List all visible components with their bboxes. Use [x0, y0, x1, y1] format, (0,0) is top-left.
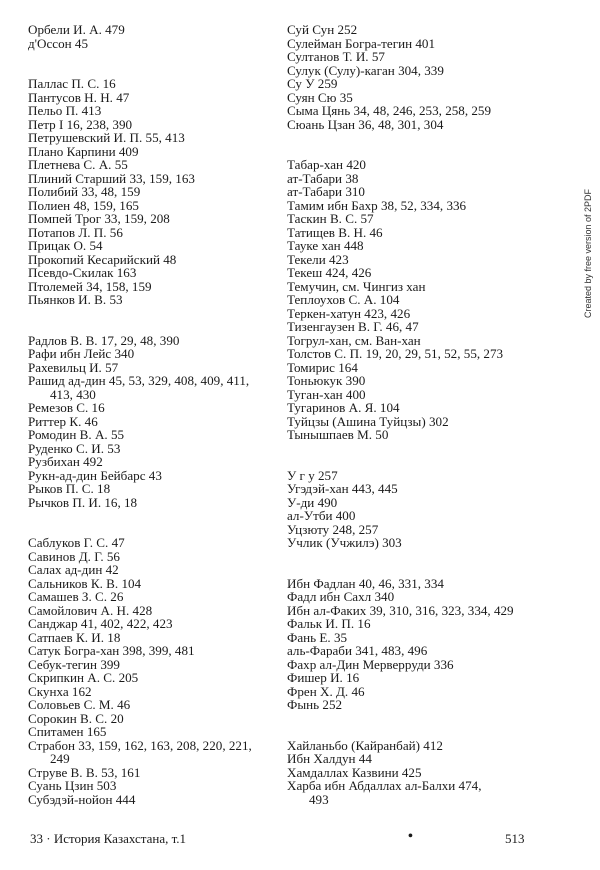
index-entry: Ибн Халдун 44 — [287, 751, 372, 766]
index-entry: Суй Сун 252 — [287, 22, 358, 37]
index-entry: Су У 259 — [287, 76, 338, 91]
entry-spacer — [287, 455, 559, 469]
index-entry: Толстов С. П. 19, 20, 29, 51, 52, 55, 273 — [287, 346, 504, 361]
index-entry: Соловьев С. М. 46 — [28, 697, 131, 712]
entry-spacer — [287, 712, 559, 726]
index-entry: Фальк И. П. 16 — [287, 616, 371, 631]
index-entry: Пьянков И. В. 53 — [28, 292, 123, 307]
index-entry: Тоньюкук 390 — [287, 373, 366, 388]
index-entry: Радлов В. В. 17, 29, 48, 390 — [28, 332, 180, 348]
index-entry: Скунха 162 — [28, 683, 92, 699]
index-entry: аль-Фараби 341, 483, 496 — [287, 643, 428, 658]
index-entry: Сальников К. В. 104 — [28, 575, 142, 591]
index-entry: Суань Цзин 503 — [28, 778, 117, 793]
index-entry: Тамим ибн Бахр 38, 52, 334, 336 — [287, 197, 467, 213]
index-entry: Прицак О. 54 — [28, 238, 103, 253]
index-entry: Себук-тегин 399 — [28, 656, 120, 672]
index-entry: Петр I 16, 238, 390 — [28, 116, 133, 132]
index-entry: Риттер К. 46 — [28, 413, 98, 429]
index-entry: Спитамен 165 — [28, 724, 107, 739]
index-entry: Уцзюту 248, 257 — [287, 521, 379, 537]
index-entry: Татищев В. Н. 46 — [287, 224, 383, 240]
index-entry: Скрипкин А. С. 205 — [28, 670, 139, 685]
index-entry: Потапов Л. П. 56 — [28, 224, 123, 240]
index-entry: Харба ибн Абдаллах ал-Балхи 474, — [287, 778, 482, 793]
index-entry: Томирис 164 — [287, 359, 358, 375]
index-entry: Хайланьбо (Кайранбай) 412 — [287, 737, 443, 753]
index-entry: Ремезов С. 16 — [28, 400, 105, 415]
index-entry: Сатпаев К. И. 18 — [28, 629, 121, 645]
index-entry: Сулук (Сулу)-каган 304, 339 — [287, 62, 444, 78]
entry-spacer — [287, 442, 559, 456]
index-entry: Фадл ибн Сахл 340 — [287, 589, 395, 604]
index-entry: Рузбихан 492 — [28, 454, 103, 469]
index-entry: Птолемей 34, 158, 159 — [28, 278, 152, 294]
index-entry: Туган-хан 400 — [287, 386, 366, 402]
index-entry: Сорокин В. С. 20 — [28, 710, 124, 726]
entry-spacer — [287, 725, 559, 739]
index-entry: Пантусов Н. Н. 47 — [28, 89, 130, 105]
entry-spacer — [287, 550, 559, 564]
index-entry: Рукн-ад-дин Бейбарс 43 — [28, 467, 162, 483]
index-entry: Саблуков Г. С. 47 — [28, 535, 125, 550]
index-entry: Фишер И. 16 — [287, 670, 360, 685]
entry-spacer — [28, 523, 300, 537]
index-entry: Сулейман Богра-тегин 401 — [287, 35, 436, 51]
index-entry: Тауке хан 448 — [287, 238, 364, 253]
index-entry: Рафи ибн Лейс 340 — [28, 346, 135, 361]
entry-spacer — [28, 320, 300, 334]
footer-signature: 33 · История Казахстана, т.1 — [30, 831, 187, 846]
index-entry: Тынышпаев М. 50 — [287, 427, 389, 442]
index-entry: Учлик (Учжилэ) 303 — [287, 535, 402, 550]
index-entry: Рычков П. И. 16, 18 — [28, 494, 138, 510]
index-entry: Тугаринов А. Я. 104 — [287, 400, 400, 415]
index-entry: Туйцзы (Ашина Туйцзы) 302 — [287, 413, 449, 429]
index-column-left — [28, 23, 300, 806]
index-entry: Фань Е. 35 — [287, 629, 348, 645]
entry-spacer — [287, 145, 559, 159]
index-entry-continuation: 413, 430 — [50, 386, 96, 402]
index-entry: Теркен-хатун 423, 426 — [287, 305, 411, 321]
index-entry: Псевдо-Скилак 163 — [28, 265, 137, 280]
index-entry: Рахевильц И. 57 — [28, 359, 119, 375]
index-entry-continuation: 249 — [50, 751, 70, 766]
index-column-right — [287, 23, 559, 806]
index-entry: д'Оссон 45 — [28, 35, 89, 51]
index-entry: Тогрул-хан, см. Ван-хан — [287, 332, 421, 348]
index-entry: Салах ад-дин 42 — [28, 562, 119, 577]
index-entry: Ромодин В. А. 55 — [28, 427, 125, 442]
index-entry: Пельо П. 413 — [28, 103, 102, 118]
entry-spacer — [28, 307, 300, 321]
index-entry: Хамдаллах Казвини 425 — [287, 764, 422, 780]
index-entry: ал-Утби 400 — [287, 508, 356, 523]
footer-dot: • — [408, 829, 413, 844]
index-entry: Орбели И. А. 479 — [28, 22, 125, 37]
index-entry: Угэдэй-хан 443, 445 — [287, 481, 398, 496]
entry-spacer — [287, 563, 559, 577]
index-entry: Субэдэй-нойон 444 — [28, 791, 136, 807]
index-entry: Сыма Цянь 34, 48, 246, 253, 258, 259 — [287, 103, 492, 118]
index-entry: Полиен 48, 159, 165 — [28, 197, 139, 213]
index-entry: Плетнева С. А. 55 — [28, 157, 128, 172]
index-entry: Сюань Цзан 36, 48, 301, 304 — [287, 116, 444, 132]
index-entry: Полибий 33, 48, 159 — [28, 184, 141, 199]
index-entry: Петрушевский И. П. 55, 413 — [28, 130, 185, 145]
index-entry: Прокопий Кесарийский 48 — [28, 251, 177, 267]
index-entry: ат-Табари 310 — [287, 184, 365, 199]
index-entry: У г у 257 — [287, 467, 338, 483]
index-entry: Рыков П. С. 18 — [28, 481, 111, 496]
index-entry: Султанов Т. И. 57 — [287, 49, 385, 64]
index-entry: Паллас П. С. 16 — [28, 76, 116, 91]
index-entry: Таскин В. С. 57 — [287, 211, 374, 226]
index-entry: Помпей Трог 33, 159, 208 — [28, 211, 170, 226]
index-entry-continuation: 493 — [309, 791, 329, 807]
index-entry: Текели 423 — [287, 251, 349, 267]
index-entry: Ибн Фадлан 40, 46, 331, 334 — [287, 575, 444, 591]
entry-spacer — [28, 509, 300, 523]
entry-spacer — [287, 131, 559, 145]
index-entry: Темучин, см. Чингиз хан — [287, 278, 426, 294]
index-entry: Суян Сю 35 — [287, 89, 353, 105]
page-number: 513 — [505, 831, 525, 846]
index-entry: Струве В. В. 53, 161 — [28, 764, 141, 780]
index-entry: Тизенгаузен В. Г. 46, 47 — [287, 319, 419, 334]
index-entry: Табар-хан 420 — [287, 157, 366, 172]
index-entry: Ибн ал-Факих 39, 310, 316, 323, 334, 429 — [287, 602, 514, 618]
entry-spacer — [28, 64, 300, 78]
index-entry: Фынь 252 — [287, 697, 343, 712]
watermark-text: Created by free version of 2PDF — [583, 188, 593, 318]
index-entry: Френ Х. Д. 46 — [287, 683, 365, 699]
index-entry: Страбон 33, 159, 162, 163, 208, 220, 221, — [28, 737, 252, 753]
index-entry: Текеш 424, 426 — [287, 265, 372, 280]
index-entry: Сатук Богра-хан 398, 399, 481 — [28, 643, 195, 658]
index-entry: У-ди 490 — [287, 494, 338, 510]
index-entry: Фахр ал-Дин Мерверруди 336 — [287, 656, 454, 672]
index-entry: Рашид ад-дин 45, 53, 329, 408, 409, 411, — [28, 373, 250, 388]
index-entry: Плиний Старший 33, 159, 163 — [28, 170, 195, 186]
index-entry: ат-Табари 38 — [287, 170, 359, 186]
entry-spacer — [28, 50, 300, 64]
index-entry: Руденко С. И. 53 — [28, 440, 121, 456]
index-entry: Плано Карпини 409 — [28, 143, 139, 159]
index-entry: Теплоухов С. А. 104 — [287, 292, 400, 307]
index-entry: Самойлович А. Н. 428 — [28, 602, 153, 618]
index-entry: Самашев З. С. 26 — [28, 589, 124, 604]
index-entry: Санджар 41, 402, 422, 423 — [28, 616, 173, 631]
index-entry: Савинов Д. Г. 56 — [28, 548, 120, 564]
